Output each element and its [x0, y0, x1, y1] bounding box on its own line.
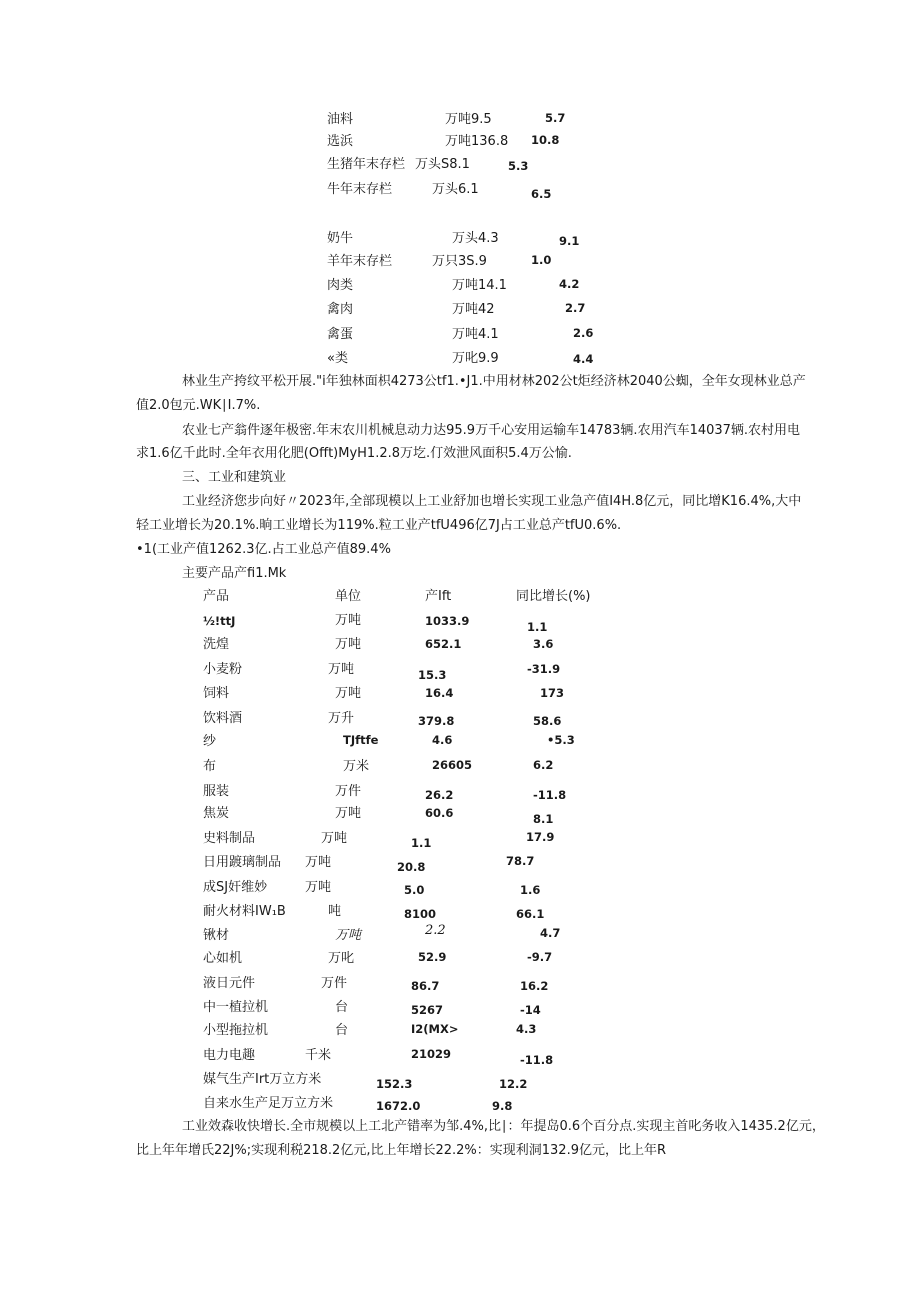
livestock-growth: 5.3 — [508, 159, 529, 173]
livestock-unit-value: 万头4.3 — [452, 231, 499, 246]
product-output: 86.7 — [411, 979, 440, 993]
product-growth: 78.7 — [506, 854, 535, 868]
product-name: 小麦粉 — [203, 662, 243, 677]
livestock-name: 牛年末存栏 — [327, 182, 393, 197]
product-output: 652.1 — [425, 637, 462, 651]
product-growth: 17.9 — [526, 830, 555, 844]
product-unit: 万吨 — [335, 613, 362, 628]
product-unit: 万吨 — [335, 928, 362, 943]
product-unit: 千米 — [305, 1048, 332, 1063]
product-growth: 173 — [540, 686, 565, 700]
product-growth: 1.6 — [520, 883, 541, 897]
product-growth: -9.7 — [527, 950, 553, 964]
livestock-unit-value: 万吨9.5 — [445, 112, 492, 127]
product-unit: TJftfe — [343, 733, 379, 747]
livestock-name: 生猪年末存栏 — [327, 157, 406, 172]
product-growth: 1.1 — [527, 620, 548, 634]
product-unit: 万吨 — [335, 637, 362, 652]
product-growth: -11.8 — [533, 788, 567, 802]
product-output: 1033.9 — [425, 614, 470, 628]
product-output: 152.3 — [376, 1077, 413, 1091]
product-growth: 9.8 — [492, 1099, 513, 1113]
livestock-name: 肉类 — [327, 278, 354, 293]
livestock-growth: 9.1 — [559, 234, 580, 248]
livestock-name: 禽肉 — [327, 302, 354, 317]
product-output: 379.8 — [418, 714, 455, 728]
section-heading: 三、工业和建筑业 — [182, 470, 287, 485]
product-name: 液日元件 — [203, 976, 256, 991]
livestock-name: «类 — [327, 351, 348, 366]
product-name: 自来水生产足万立方米 — [203, 1096, 334, 1111]
product-name: 布 — [203, 759, 217, 774]
product-output: 5.0 — [404, 883, 425, 897]
product-unit: 万吨 — [335, 806, 362, 821]
product-unit: 万吨 — [328, 662, 355, 677]
product-output: 20.8 — [397, 860, 426, 874]
product-growth: 4.3 — [516, 1022, 537, 1036]
product-name: 耐火材料IW₁B — [203, 904, 286, 919]
product-output: 4.6 — [432, 733, 453, 747]
industry-paragraph-line-1: 工业经济您步向好〃2023年,全部现模以上工业舒加也增长实现工业急产值I4H.8亿元，同比增K16.4%,大中 — [182, 494, 802, 509]
products-header-unit: 单位 — [335, 589, 362, 604]
product-output: 21029 — [411, 1047, 452, 1061]
products-heading: 主要产品产fi1.Mk — [182, 566, 287, 581]
product-unit: 万吨 — [335, 686, 362, 701]
efficiency-paragraph-line-1: 工业效森收快增长.全市规模以上工北产错率为邹.4%,比∣：年提岛0.6个百分点.实现主首叱务收入1435.2亿元， — [182, 1119, 825, 1134]
products-header-product: 产品 — [203, 589, 230, 604]
product-output: 16.4 — [425, 686, 454, 700]
product-unit: 万米 — [343, 759, 370, 774]
product-name: 心如机 — [203, 951, 243, 966]
product-output: 15.3 — [418, 668, 447, 682]
agri-paragraph-line-2: 求1.6亿千此时.全年衣用化肥(Offt)MyH1.2.8万圪.仃效泄风面积5.4万公愉. — [136, 446, 572, 461]
product-name: ½!ttJ — [203, 614, 236, 628]
product-unit: 万升 — [328, 711, 355, 726]
product-name: 服装 — [203, 784, 230, 799]
livestock-growth: 4.4 — [573, 352, 594, 366]
product-growth: -11.8 — [520, 1053, 554, 1067]
product-unit: 万吨 — [321, 831, 348, 846]
product-growth: -14 — [520, 1003, 541, 1017]
product-name: 洗煌 — [203, 637, 230, 652]
livestock-unit-value: 万叱9.9 — [452, 351, 499, 366]
product-unit: 台 — [335, 1023, 349, 1038]
livestock-unit-value: 万吨14.1 — [452, 278, 507, 293]
product-output: 1.1 — [411, 836, 432, 850]
forestry-paragraph-line-1: 林业生产挎纹平松开展."i年独林面枳4273公tf1.•J1.中用材林202公t炬经济林2040公蜘，全年女现林业总产 — [182, 374, 806, 389]
product-name: 饲料 — [203, 686, 230, 701]
livestock-growth: 4.2 — [559, 277, 580, 291]
livestock-name: 油料 — [327, 112, 354, 127]
product-name: 纱 — [203, 734, 217, 749]
product-output: 8100 — [404, 907, 437, 921]
livestock-growth: 10.8 — [531, 133, 560, 147]
product-growth: 58.6 — [533, 714, 562, 728]
product-name: 饮料酒 — [203, 711, 243, 726]
product-growth: 3.6 — [533, 637, 554, 651]
product-output: 26.2 — [425, 788, 454, 802]
product-name: 电力电趣 — [203, 1048, 256, 1063]
forestry-paragraph-line-2: 值2.0包元.WK∣I.7%. — [136, 398, 261, 413]
livestock-name: 奶牛 — [327, 231, 354, 246]
livestock-name: 禽蛋 — [327, 327, 354, 342]
product-unit: 万吨 — [305, 855, 332, 870]
livestock-name: 选浜 — [327, 134, 354, 149]
products-header-growth: 同比增长(%) — [516, 589, 591, 604]
product-output: 2.2 — [425, 923, 446, 938]
product-name: 小型拖拉机 — [203, 1023, 269, 1038]
product-growth: 16.2 — [520, 979, 549, 993]
product-unit: 万件 — [335, 784, 362, 799]
efficiency-paragraph-line-2: 比上年年增氏22J%;实现利税218.2亿元,比上年增长22.2%：实现利洞132.9亿元，比上年R — [136, 1143, 667, 1158]
product-growth: -31.9 — [527, 662, 561, 676]
product-output: 52.9 — [418, 950, 447, 964]
livestock-growth: 2.6 — [573, 326, 594, 340]
product-growth: 66.1 — [516, 907, 545, 921]
livestock-unit-value: 万吨4.1 — [452, 327, 499, 342]
product-output: 5267 — [411, 1003, 444, 1017]
product-unit: 万叱 — [328, 951, 355, 966]
livestock-growth: 5.7 — [545, 111, 566, 125]
product-name: 媒气生产Irt万立方米 — [203, 1072, 322, 1087]
product-unit: 万吨 — [305, 880, 332, 895]
product-unit: 吨 — [328, 904, 342, 919]
product-name: 史料制品 — [203, 831, 256, 846]
product-growth: 12.2 — [499, 1077, 528, 1091]
product-growth: 4.7 — [540, 926, 561, 940]
product-unit: 万件 — [321, 976, 348, 991]
livestock-unit-value: 万吨42 — [452, 302, 495, 317]
livestock-name: 羊年末存栏 — [327, 254, 393, 269]
product-name: 日用踱璃制品 — [203, 855, 282, 870]
livestock-growth: 6.5 — [531, 187, 552, 201]
livestock-unit-value: 万头S8.1 — [415, 157, 470, 172]
product-output: 1672.0 — [376, 1099, 421, 1113]
livestock-growth: 2.7 — [565, 301, 586, 315]
product-name: 中一植拉机 — [203, 1000, 269, 1015]
product-growth: 8.1 — [533, 812, 554, 826]
agri-paragraph-line-1: 农业七产翁件逐年极密.年末农川机械息动力达95.9万千心安用运输车14783辆.农用汽车14037辆.农村用电 — [182, 423, 801, 438]
livestock-unit-value: 万吨136.8 — [445, 134, 509, 149]
industry-paragraph-line-3: •1(工业产值1262.3亿.占工业总产值89.4% — [136, 542, 391, 557]
livestock-unit-value: 万头6.1 — [432, 182, 479, 197]
product-output: 60.6 — [425, 806, 454, 820]
product-growth: •5.3 — [547, 733, 575, 747]
product-name: 成SJ奸维妙 — [203, 880, 268, 895]
industry-paragraph-line-2: 轻工业增长为20.1%.晌工业增长为119%.粒工业产tfU496亿7J占工业总产tfU0.6%. — [136, 518, 622, 533]
livestock-unit-value: 万只3S.9 — [432, 254, 487, 269]
livestock-growth: 1.0 — [531, 253, 552, 267]
product-unit: 台 — [335, 1000, 349, 1015]
product-growth: 6.2 — [533, 758, 554, 772]
product-output: 26605 — [432, 758, 473, 772]
product-name: 焦炭 — [203, 806, 230, 821]
products-header-output: 产Ift — [425, 589, 452, 604]
product-name: 锹材 — [203, 928, 230, 943]
product-output: I2(MX> — [411, 1022, 459, 1036]
